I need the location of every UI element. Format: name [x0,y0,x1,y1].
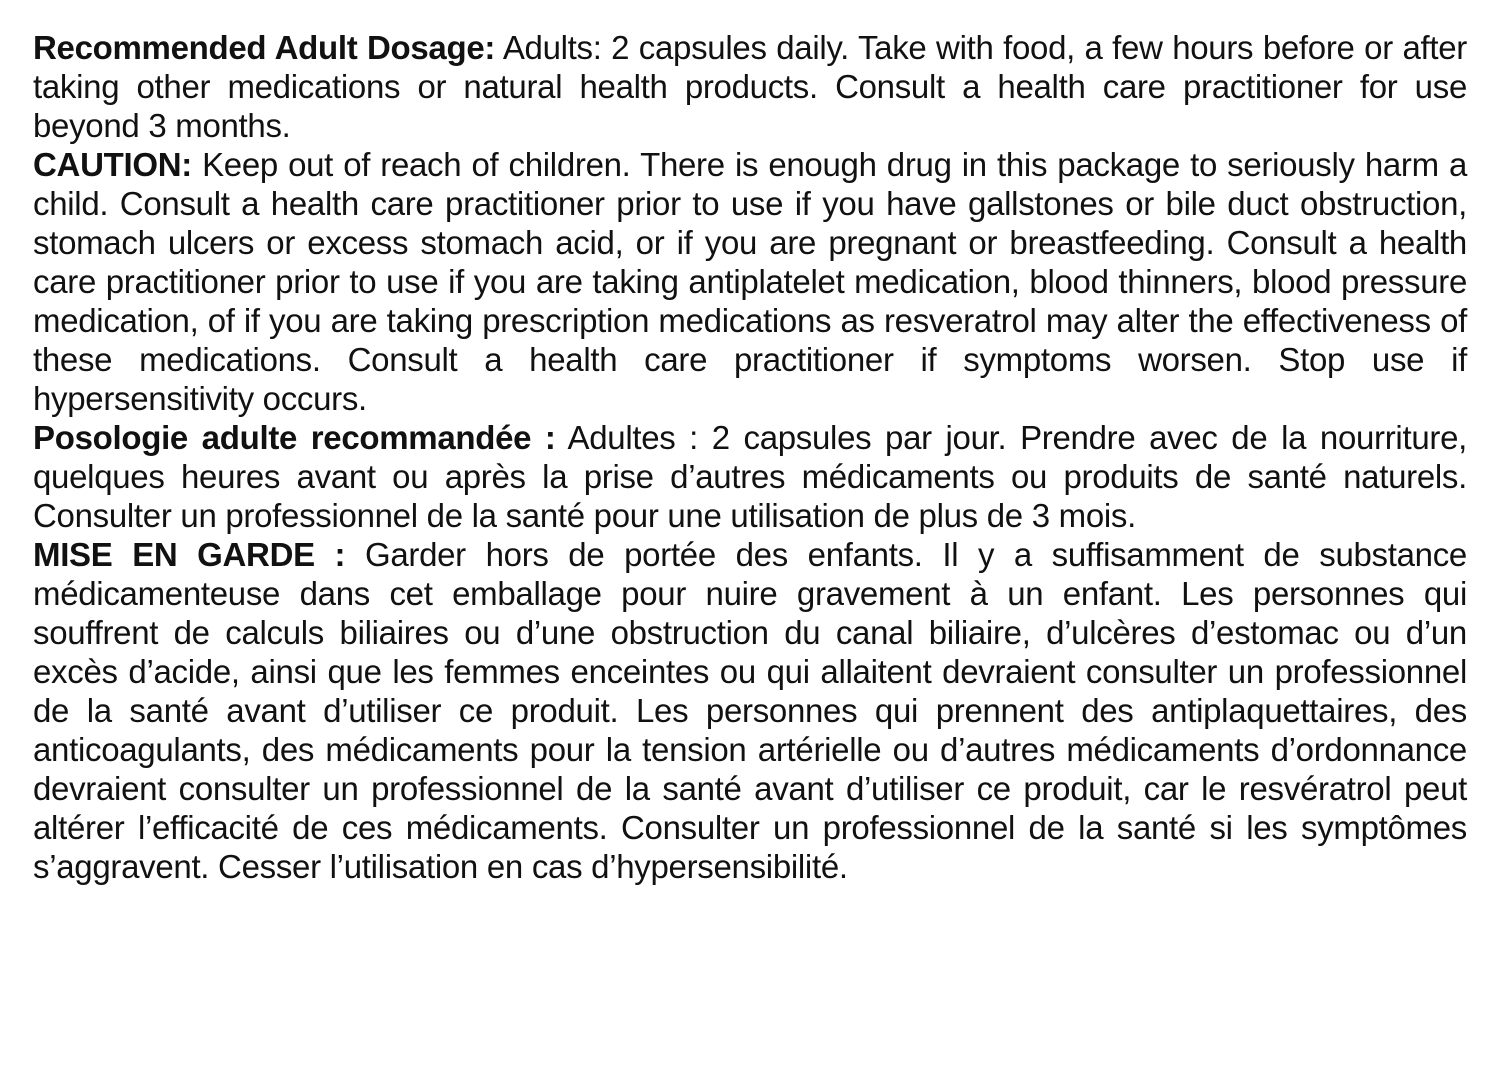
posologie-adulte-heading: Posologie adulte recommandée : [33,419,556,456]
recommended-adult-dosage-body: Adults: 2 capsules daily. Take with food, a few hours before or after taking other medications or natural health products. Consult a health care practitioner for use beyond 3 months. [33,29,1467,144]
caution-heading: CAUTION: [33,146,192,183]
mise-en-garde-heading: MISE EN GARDE : [33,536,346,573]
paragraph-posologie-adulte-fr [33,418,1467,535]
paragraph-recommended-adult-dosage-en [33,28,1467,145]
paragraph-caution-en [33,145,1467,418]
posologie-adulte-body: Adultes : 2 capsules par jour. Prendre avec de la nourriture, quelques heures avant ou après la prise d’autres médicaments ou produits de santé naturels. Consulter un professionnel de la santé pour une utilisation de plus de 3 mois. [33,419,1467,534]
recommended-adult-dosage-heading: Recommended Adult Dosage: [33,29,496,66]
caution-body: Keep out of reach of children. There is enough drug in this package to seriously harm a child. Consult a health care practitioner prior to use if you have gallstones or bile duct obstruction, stomach ulcers or excess stomach acid, or if you are pregnant or breastfeeding. Consult a health care practitioner prior to use if you are taking antiplatelet medication, blood thinners, blood pressure medication, of if you are taking prescription medications as resveratrol may alter the effectiveness of these medications. Consult a health care practitioner if symptoms worsen. Stop use if hypersensitivity occurs. [33,146,1467,417]
paragraph-mise-en-garde-fr [33,535,1467,886]
mise-en-garde-body: Garder hors de portée des enfants. Il y a suffisamment de substance médicamenteuse dans cet emballage pour nuire gravement à un enfant. Les personnes qui souffrent de calculs biliaires ou d’une obstruction du canal biliaire, d’ulcères d’estomac ou d’un excès d’acide, ainsi que les femmes enceintes ou qui allaitent devraient consulter un professionnel de la santé avant d’utiliser ce produit. Les personnes qui prennent des antiplaquettaires, des anticoagulants, des médicaments pour la tension artérielle ou d’autres médicaments d’ordonnance devraient consulter un professionnel de la santé avant d’utiliser ce produit, car le resvératrol peut altérer l’efficacité de ces médicaments. Consulter un professionnel de la santé si les symptômes s’aggravent. Cesser l’utilisation en cas d’hypersensibilité. [33,536,1467,885]
